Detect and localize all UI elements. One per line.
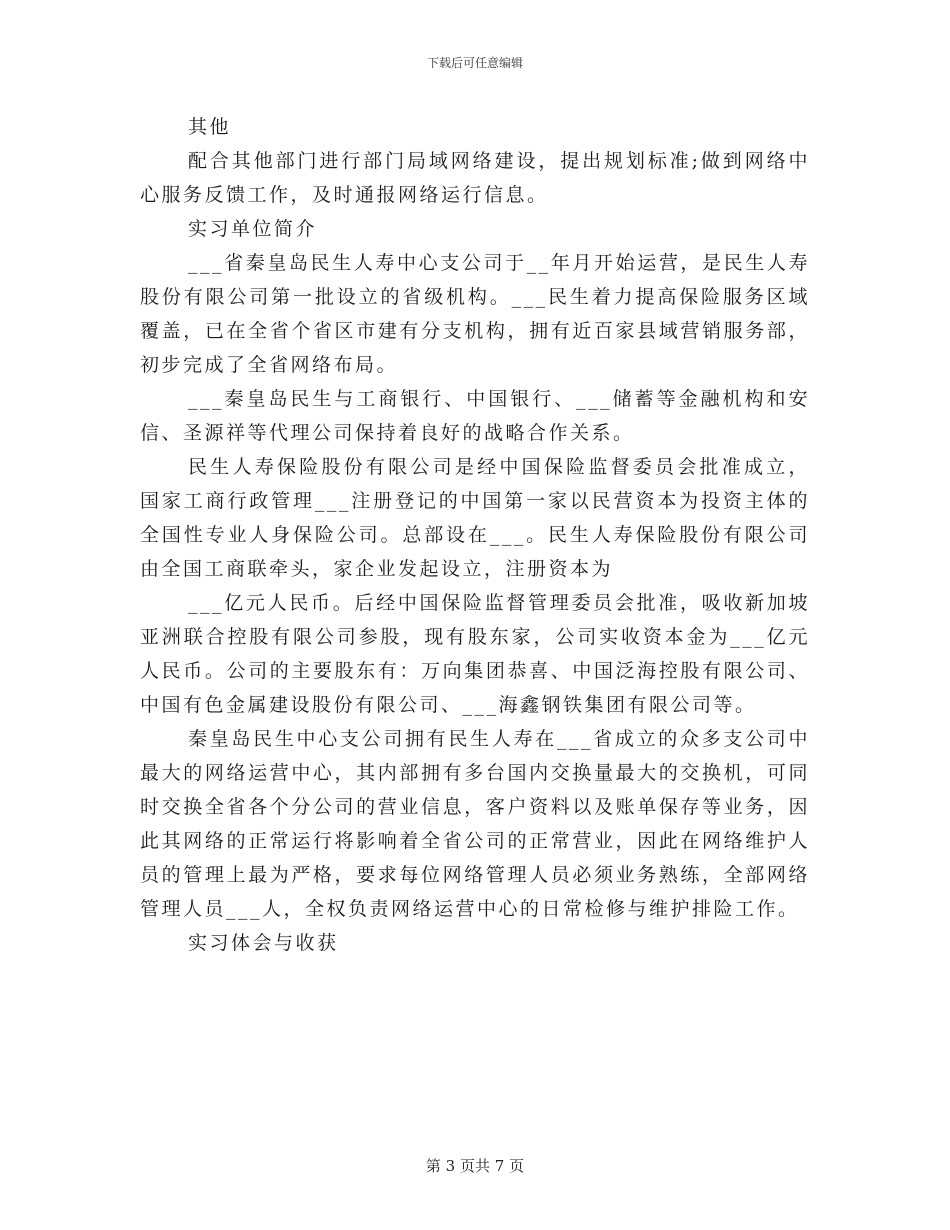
paragraph-company-start: ___省秦皇岛民生人寿中心支公司于__年月开始运营，是民生人寿股份有限公司第一批设立的省级机构。___民生着力提高保险服务区域覆盖，已在全省个省区市建有分支机构，拥有近百家县域营销服务部，初步完成了全省网络布局。	[140, 252, 810, 376]
page-header-note: 下载后可任意编辑	[426, 56, 523, 70]
document-body	[140, 110, 810, 960]
paragraph-network-center: 秦皇岛民生中心支公司拥有民生人寿在___省成立的众多支公司中最大的网络运营中心，其内部拥有多台国内交换量最大的交换机，可同时交换全省各个分公司的营业信息，客户资料以及账单保存等业务，因此其网络的正常运行将影响着全省公司的正常营业，因此在网络维护人员的管理上最为严格，要求每位网络管理人员必须业务熟练，全部网络管理人员___人，全权负责网络运营中心的日常检修与维护排险工作。	[140, 728, 810, 920]
page-number: 第 3 页共 7 页	[425, 1157, 525, 1175]
paragraph-company-background: 民生人寿保险股份有限公司是经中国保险监督委员会批准成立，国家工商行政管理___注册登记的中国第一家以民营资本为投资主体的全国性专业人身保险公司。总部设在___。民生人寿保险股份有限公司由全国工商联牵头，家企业发起设立，注册资本为	[140, 456, 810, 580]
section-heading-experience: 实习体会与收获	[188, 932, 339, 954]
section-heading-other: 其他	[188, 116, 232, 138]
paragraph-network-cooperation: 配合其他部门进行部门局域网络建设，提出规划标准;做到网络中心服务反馈工作，及时通报网络运行信息。	[140, 150, 810, 206]
section-heading-company-intro: 实习单位简介	[188, 218, 318, 240]
paragraph-partnerships: ___秦皇岛民生与工商银行、中国银行、___储蓄等金融机构和安信、圣源祥等代理公司保持着良好的战略合作关系。	[140, 388, 810, 444]
paragraph-capital-shareholders: ___亿元人民币。后经中国保险监督管理委员会批准，吸收新加坡亚洲联合控股有限公司参股，现有股东家，公司实收资本金为___亿元人民币。公司的主要股东有：万向集团恭喜、中国泛海控股有限公司、中国有色金属建设股份有限公司、___海鑫钢铁集团有限公司等。	[140, 592, 810, 716]
